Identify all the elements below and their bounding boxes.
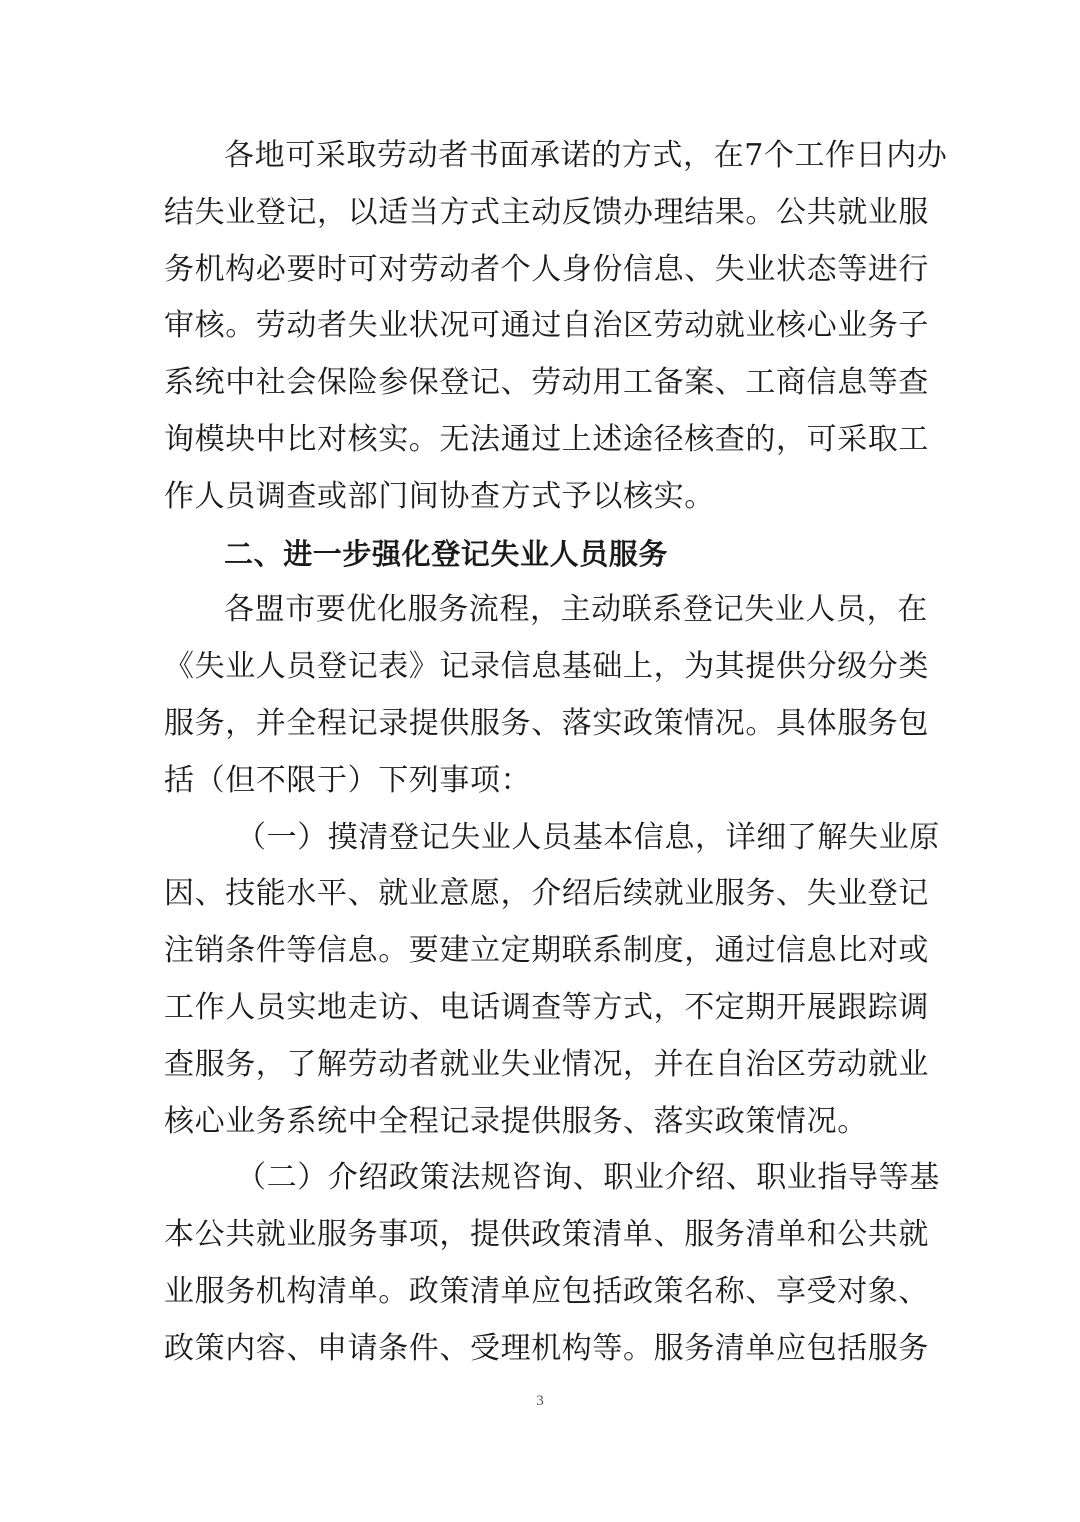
paragraph-line: 系统中社会保险参保登记、劳动用工备案、工商信息等查 — [164, 365, 929, 401]
paragraph-line: 询模块中比对核实。无法通过上述途径核查的，可采取工 — [164, 421, 929, 457]
paragraph-line: 业服务机构清单。政策清单应包括政策名称、享受对象、 — [164, 1273, 929, 1309]
paragraph-line: 政策内容、申请条件、受理机构等。服务清单应包括服务 — [164, 1330, 929, 1366]
paragraph-line: 各盟市要优化服务流程，主动联系登记失业人员，在 — [224, 592, 928, 628]
paragraph-line: 括（但不限于）下列事项： — [164, 762, 532, 798]
paragraph-line: 服务，并全程记录提供服务、落实政策情况。具体服务包 — [164, 705, 929, 741]
paragraph-line: 本公共就业服务事项，提供政策清单、服务清单和公共就 — [164, 1217, 929, 1253]
paragraph-line: 工作人员实地走访、电话调查等方式，不定期开展跟踪调 — [164, 989, 929, 1025]
paragraph-line: 务机构必要时可对劳动者个人身份信息、失业状态等进行 — [164, 251, 929, 287]
paragraph-line: 《失业人员登记表》记录信息基础上，为其提供分级分类 — [164, 649, 929, 685]
page-number: 3 — [536, 1393, 544, 1409]
paragraph-line: 查服务，了解劳动者就业失业情况，并在自治区劳动就业 — [164, 1046, 929, 1082]
paragraph-line: （二）介绍政策法规咨询、职业介绍、职业指导等基 — [236, 1160, 940, 1196]
paragraph-line: 结失业登记，以适当方式主动反馈办理结果。公共就业服 — [164, 194, 929, 230]
document-body — [164, 128, 948, 1378]
paragraph-line: 各地可采取劳动者书面承诺的方式，在7个工作日内办 — [224, 138, 948, 173]
paragraph-line: 审核。劳动者失业状况可通过自治区劳动就业核心业务子 — [164, 308, 929, 344]
section-heading: 二、进一步强化登记失业人员服务 — [224, 536, 669, 571]
paragraph-line: 注销条件等信息。要建立定期联系制度，通过信息比对或 — [164, 933, 929, 969]
paragraph-line: 作人员调查或部门间协查方式予以核实。 — [164, 478, 715, 514]
paragraph-line: 因、技能水平、就业意愿，介绍后续就业服务、失业登记 — [164, 876, 929, 912]
paragraph-line: 核心业务系统中全程记录提供服务、落实政策情况。 — [164, 1103, 868, 1139]
paragraph-line: （一）摸清登记失业人员基本信息，详细了解失业原 — [236, 819, 940, 855]
